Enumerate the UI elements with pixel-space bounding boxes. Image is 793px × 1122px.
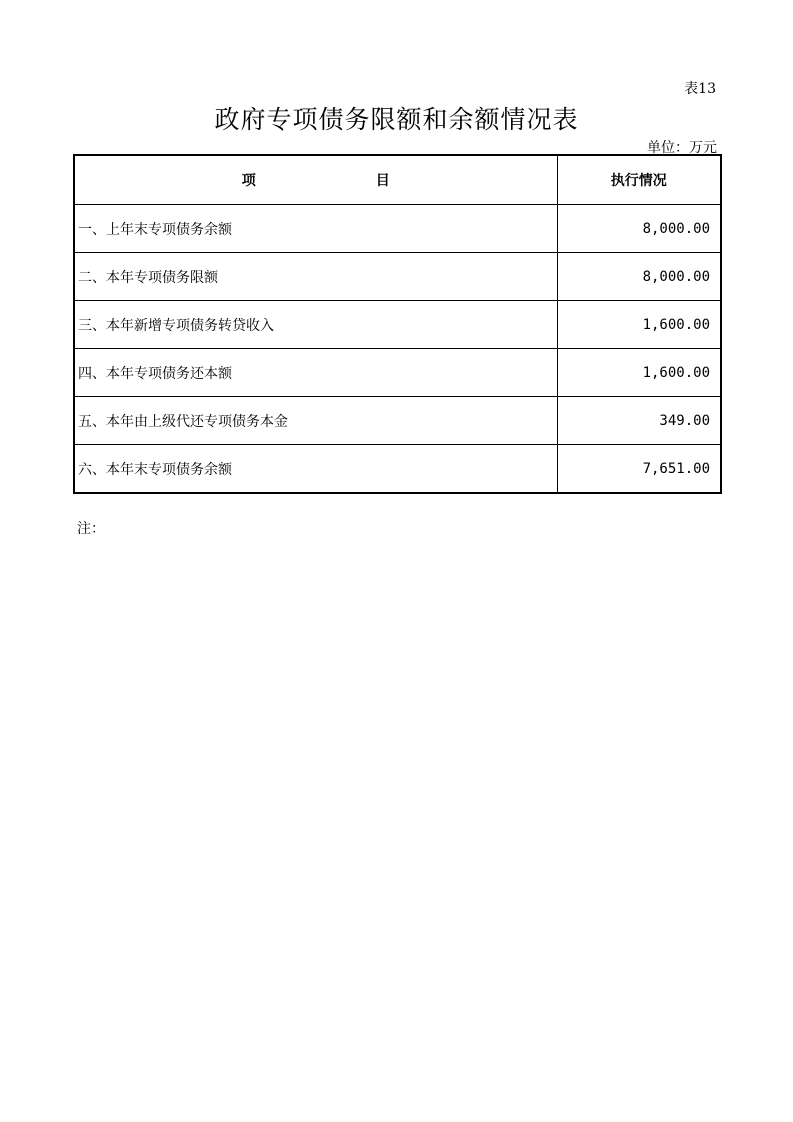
row-value: 349.00 — [557, 397, 721, 445]
row-label: 一、上年末专项债务余额 — [74, 205, 557, 253]
row-label: 四、本年专项债务还本额 — [74, 349, 557, 397]
header-item-part1: 项 — [241, 173, 256, 189]
table-row — [74, 301, 721, 349]
row-value: 1,600.00 — [557, 349, 721, 397]
table-row — [74, 253, 721, 301]
row-value: 7,651.00 — [557, 445, 721, 494]
table-row — [74, 445, 721, 494]
header-item-part2: 目 — [375, 173, 390, 189]
row-value: 1,600.00 — [557, 301, 721, 349]
row-value: 8,000.00 — [557, 253, 721, 301]
table-row — [74, 349, 721, 397]
debt-table — [73, 154, 722, 494]
header-value: 执行情况 — [557, 155, 721, 205]
row-label: 三、本年新增专项债务转贷收入 — [74, 301, 557, 349]
table-row — [74, 205, 721, 253]
page-title: 政府专项债务限额和余额情况表 — [214, 105, 579, 134]
row-value: 8,000.00 — [557, 205, 721, 253]
header-item — [74, 155, 557, 205]
table-row — [74, 397, 721, 445]
unit-label: 单位：万元 — [647, 140, 717, 156]
table-header-row — [74, 155, 721, 205]
table-number: 表13 — [684, 81, 716, 97]
row-label: 二、本年专项债务限额 — [74, 253, 557, 301]
row-label: 五、本年由上级代还专项债务本金 — [74, 397, 557, 445]
row-label: 六、本年末专项债务余额 — [74, 445, 557, 494]
note-label: 注： — [77, 521, 105, 537]
